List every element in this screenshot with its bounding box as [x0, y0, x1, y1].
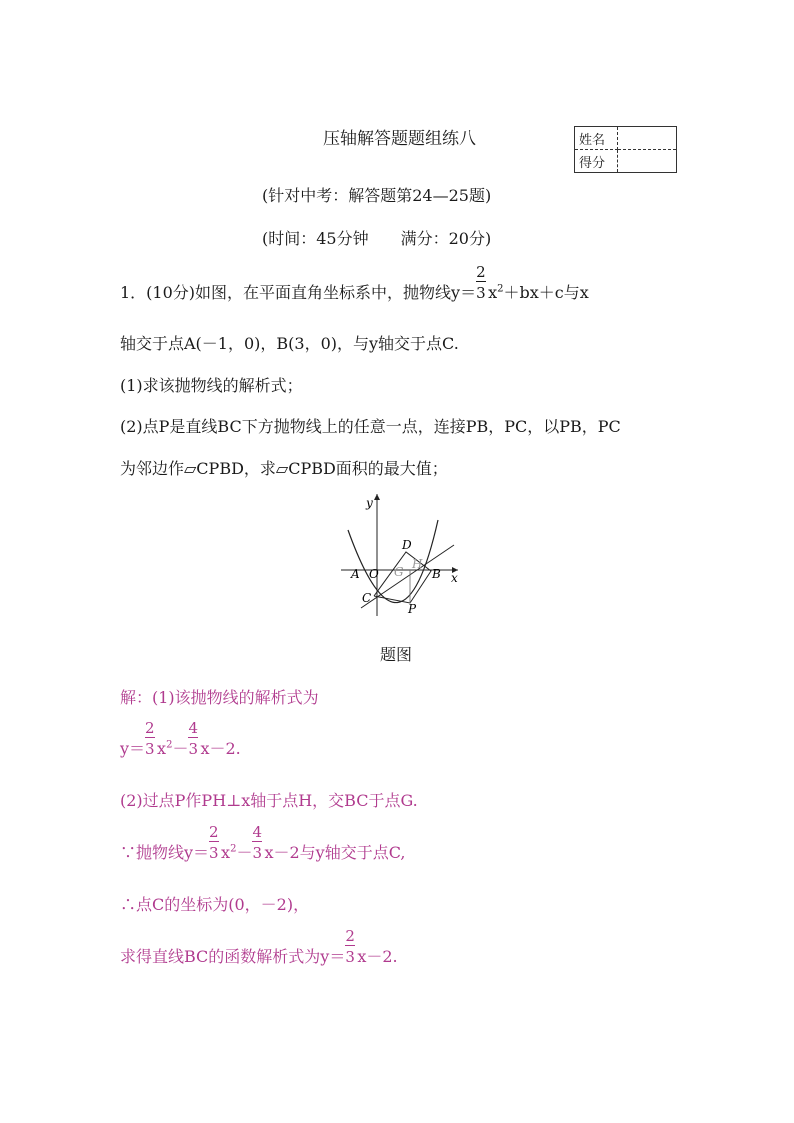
- label-o: O: [369, 567, 379, 581]
- solution-line-6: [120, 927, 398, 967]
- sol-4-end: x－2与y轴交于点C,: [264, 843, 406, 862]
- question-1-part-2-line-2: 为邻边作▱CPBD，求▱CPBD面积的最大值；: [120, 459, 448, 478]
- score-field[interactable]: [618, 150, 677, 173]
- y-axis-arrow: [374, 494, 380, 500]
- sol-var: x: [157, 739, 167, 758]
- denominator: 3: [476, 284, 486, 302]
- fraction-bar: [188, 737, 198, 738]
- fraction-bar: [252, 841, 262, 842]
- fraction: [188, 719, 200, 758]
- fraction-bar: [145, 737, 155, 738]
- fraction: [345, 927, 357, 966]
- label-p: P: [408, 602, 417, 616]
- denominator: 3: [145, 740, 155, 758]
- fraction-bar: [209, 841, 219, 842]
- sol-minus: －: [172, 739, 189, 758]
- fraction: [252, 823, 264, 862]
- fraction: [209, 823, 221, 862]
- numerator: 2: [209, 823, 219, 841]
- sol-4-start: ∵抛物线y＝: [120, 843, 210, 862]
- sol-eq-end: x－2.: [200, 739, 241, 758]
- fraction: [476, 263, 488, 302]
- name-field[interactable]: [618, 127, 677, 150]
- sol-6-start: 求得直线BC的函数解析式为y＝: [120, 947, 346, 966]
- parabola-figure: [336, 490, 466, 620]
- denominator: 3: [345, 948, 355, 966]
- denominator: 3: [252, 844, 263, 862]
- numerator: 2: [145, 719, 155, 737]
- q1-var: x: [488, 283, 498, 302]
- question-1-line-2: 轴交于点A(－1，0)，B(3，0)，与y轴交于点C.: [120, 334, 459, 353]
- score-label: 得分: [575, 150, 618, 173]
- solution-line-2: [120, 719, 241, 759]
- question-1-line-1: [120, 263, 589, 303]
- q1-suffix: ＋bx＋c与x: [503, 283, 589, 302]
- denominator: 3: [188, 740, 199, 758]
- name-label: 姓名: [575, 127, 618, 150]
- label-c: C: [362, 591, 372, 605]
- question-1-part-1: (1)求该抛物线的解析式；: [120, 376, 303, 395]
- solution-line-1: 解：(1)该抛物线的解析式为: [120, 688, 319, 707]
- fraction: [145, 719, 157, 758]
- solution-line-3: (2)过点P作PH⊥x轴于点H，交BC于点G.: [120, 791, 418, 810]
- fraction-bar: [476, 281, 486, 282]
- solution-line-5: ∴点C的坐标为(0，－2)，: [120, 895, 310, 914]
- sol-minus: －: [236, 843, 253, 862]
- label-x: x: [451, 571, 458, 585]
- numerator: 2: [345, 927, 355, 945]
- denominator: 3: [209, 844, 219, 862]
- label-a: A: [351, 567, 360, 581]
- label-d: D: [402, 538, 412, 552]
- sol-6-end: x－2.: [357, 947, 398, 966]
- subtitle-scope: (针对中考：解答题第24—25题): [262, 186, 492, 205]
- exponent: 2: [166, 739, 173, 751]
- exponent: 2: [230, 843, 237, 855]
- sol-eq-start: y＝: [120, 739, 146, 758]
- page-title: 压轴解答题题组练八: [323, 129, 476, 149]
- sol-var: x: [221, 843, 231, 862]
- label-h: H: [412, 557, 423, 571]
- score-box: [574, 126, 677, 173]
- figure-caption: 题图: [380, 645, 413, 664]
- numerator: 2: [476, 263, 486, 281]
- label-g: G: [394, 565, 404, 579]
- exponent: 2: [497, 283, 504, 295]
- label-y: y: [366, 496, 373, 510]
- solution-line-4: [120, 823, 406, 863]
- numerator: 4: [252, 823, 263, 841]
- q1-prefix: 1．(10分)如图，在平面直角坐标系中，抛物线y＝: [120, 283, 477, 302]
- question-1-part-2-line-1: (2)点P是直线BC下方抛物线上的任意一点，连接PB，PC，以PB，PC: [120, 417, 621, 436]
- numerator: 4: [188, 719, 199, 737]
- subtitle-time: (时间：45分钟 满分：20分): [262, 229, 492, 248]
- label-b: B: [432, 567, 441, 581]
- fraction-bar: [345, 945, 355, 946]
